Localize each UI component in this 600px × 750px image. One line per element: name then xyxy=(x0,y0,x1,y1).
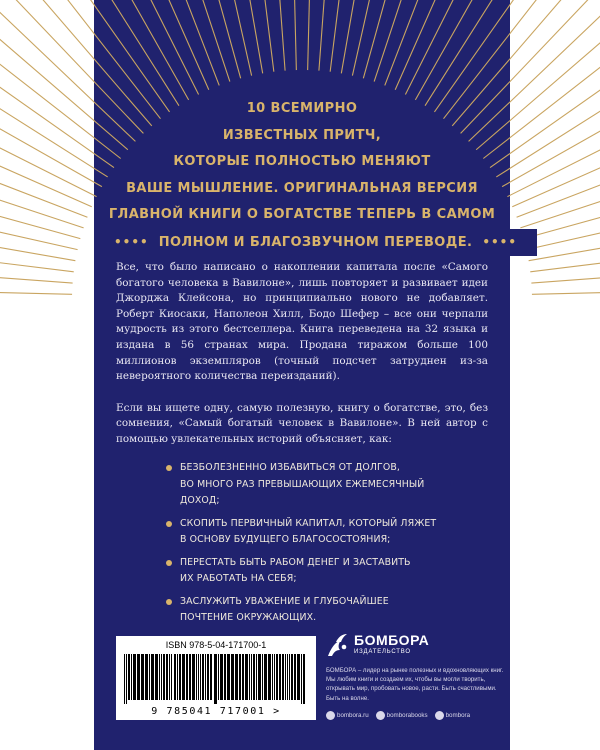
sun-ray xyxy=(395,0,529,90)
list-item-text: В ОСНОВУ БУДУЩЕГО БЛАГОСОСТОЯНИЯ; xyxy=(180,534,391,545)
sun-ray xyxy=(0,231,74,271)
sun-ray xyxy=(0,0,108,177)
tagline-line: ВАШЕ МЫШЛЕНИЕ. ОРИГИНАЛЬНАЯ ВЕРСИЯ xyxy=(116,176,488,203)
sun-ray xyxy=(0,124,84,228)
barcode-bar xyxy=(192,654,195,700)
sun-ray xyxy=(425,0,600,106)
bullet-dot-icon xyxy=(166,560,172,566)
barcode-bar xyxy=(179,654,181,700)
website-link[interactable] xyxy=(326,711,369,720)
barcode-bar xyxy=(126,654,127,704)
barcode-bar xyxy=(262,654,263,700)
sun-ray xyxy=(308,0,316,70)
barcode-bar xyxy=(294,654,296,700)
publisher-name: БОМБОРА xyxy=(354,632,430,648)
list-item xyxy=(166,516,466,549)
barcode-bar xyxy=(231,654,234,700)
barcode-bar xyxy=(149,654,150,700)
barcode-bar xyxy=(279,654,281,700)
sun-ray xyxy=(233,0,273,72)
barcode-bar xyxy=(128,654,130,700)
sun-ray xyxy=(532,286,600,294)
sun-ray xyxy=(363,0,451,78)
barcode-bar xyxy=(264,654,267,700)
barcode-icon xyxy=(124,654,308,704)
ornament-left-icon: •••• xyxy=(114,234,149,249)
barcode-bar xyxy=(133,654,136,700)
barcode-bar xyxy=(214,654,217,704)
barcode-bar xyxy=(289,654,290,700)
tagline-line: 10 ВСЕМИРНО xyxy=(237,96,368,123)
sun-ray xyxy=(0,286,72,294)
bombora-wave-icon xyxy=(326,632,348,658)
barcode-bar xyxy=(145,654,148,700)
barcode-bar xyxy=(186,654,188,700)
barcode-bar xyxy=(258,654,261,700)
vk-icon xyxy=(376,711,385,720)
barcode-bar xyxy=(174,654,176,700)
barcode-bar xyxy=(276,654,278,700)
list-item xyxy=(166,460,466,510)
book-back-cover xyxy=(94,0,517,750)
sun-ray xyxy=(288,0,296,70)
link-text: bombora.ru xyxy=(337,711,369,719)
sun-ray xyxy=(2,0,179,106)
barcode-bar xyxy=(166,654,168,700)
barcode-bar xyxy=(297,654,300,700)
sun-ray xyxy=(512,73,600,207)
barcode-bar xyxy=(301,654,302,704)
barcode-bar xyxy=(242,654,244,700)
barcode-bar xyxy=(161,654,162,700)
barcode-bar xyxy=(200,654,201,700)
barcode-bar xyxy=(239,654,241,700)
barcode-bar xyxy=(245,654,248,700)
barcode-bar xyxy=(218,654,219,700)
sun-ray xyxy=(330,0,370,72)
list-item-text: ВО МНОГО РАЗ ПРЕВЫШАЮЩИХ ЕЖЕМЕСЯЧНЫЙ ДОХОД; xyxy=(180,478,425,506)
sun-ray xyxy=(524,151,600,239)
barcode-bar xyxy=(268,654,271,700)
list-item xyxy=(166,555,466,588)
link-text: bombora xyxy=(445,711,471,719)
tagline-line: КОТОРЫЕ ПОЛНОСТЬЮ МЕНЯЮТ xyxy=(163,149,440,176)
barcode-bar xyxy=(251,654,252,700)
sun-ray xyxy=(0,151,80,239)
barcode-bar xyxy=(210,654,212,700)
barcode-bar xyxy=(285,654,286,700)
link-text: bomborabooks xyxy=(386,711,428,719)
barcode-bar xyxy=(303,654,305,704)
sun-ray xyxy=(374,0,478,82)
barcode-bar xyxy=(205,654,206,700)
tagline xyxy=(94,96,517,256)
isbn-label: ISBN 978-5-04-171700-1 xyxy=(165,640,267,650)
description xyxy=(116,260,488,464)
description-paragraph: Все, что было написано о накоплении капитала после «Самого богатого человека в Вавилоне», лишь повторяет и развивает идеи Джорджа Клейсона, но принципиально нового не добавляет. Роберт Киосаки, Наполеон Хилл, Бодо Шефер – все они черпали мудрость из этого бестселлера. Книга переведена на 32 языка и издана в 56 странах мира. Продана тиражом больше 100 миллионов экземпляров (точный подсчет затруднен из-за невероятного количества переизданий). xyxy=(116,261,488,383)
barcode-bar xyxy=(249,654,250,700)
tagline-line: ИЗВЕСТНЫХ ПРИТЧ, xyxy=(213,123,391,150)
barcode-bar xyxy=(169,654,170,700)
sun-ray xyxy=(0,48,97,196)
barcode-bar xyxy=(220,654,223,700)
barcode-bar xyxy=(189,654,191,700)
sun-ray xyxy=(530,231,600,271)
publisher-logo xyxy=(326,632,510,658)
sun-ray xyxy=(496,0,600,177)
barcode-bar xyxy=(274,654,275,700)
barcode-bar xyxy=(207,654,209,700)
list-item-text: БЕЗБОЛЕЗНЕННО ИЗБАВИТЬСЯ ОТ ДОЛГОВ, xyxy=(180,462,400,473)
sun-ray xyxy=(0,259,73,283)
list-item-text: ЗАСЛУЖИТЬ УВАЖЕНИЕ И ГЛУБОЧАЙШЕЕ xyxy=(180,595,389,607)
barcode-bar xyxy=(131,654,132,700)
barcode-bar xyxy=(124,654,125,704)
list-item-text: СКОПИТЬ ПЕРВИЧНЫЙ КАПИТАЛ, КОТОРЫЙ ЛЯЖЕТ xyxy=(180,517,437,529)
bullet-dot-icon xyxy=(166,599,172,605)
barcode-bar xyxy=(177,654,178,700)
barcode-bar xyxy=(282,654,284,700)
publisher-subtitle: ИЗДАТЕЛЬСТВО xyxy=(354,649,411,655)
instagram-icon xyxy=(326,711,335,720)
publisher-block xyxy=(326,632,510,720)
barcode-bar xyxy=(137,654,140,700)
list-item-text: ПЕРЕСТАТЬ БЫТЬ РАБОМ ДЕНЕГ И ЗАСТАВИТЬ xyxy=(180,556,411,568)
barcode-panel xyxy=(116,636,316,720)
barcode-bar xyxy=(253,654,255,700)
barcode-bar xyxy=(202,654,204,700)
barcode-bar xyxy=(163,654,165,700)
tagline-line: ПОЛНОМ И БЛАГОЗВУЧНОМ ПЕРЕВОДЕ. xyxy=(158,234,473,250)
barcode-bar xyxy=(196,654,197,700)
barcode-bar xyxy=(171,654,172,700)
barcode-bar xyxy=(227,654,230,700)
telegram-link[interactable] xyxy=(435,711,470,720)
telegram-icon xyxy=(435,711,444,720)
social-links xyxy=(326,711,510,720)
benefits-list xyxy=(166,460,466,633)
barcode-bar xyxy=(159,654,160,700)
barcode-bar xyxy=(235,654,238,700)
list-item xyxy=(166,594,466,627)
sun-ray xyxy=(0,24,102,187)
bullet-dot-icon xyxy=(166,465,172,471)
barcode-bar xyxy=(287,654,288,700)
sun-ray xyxy=(126,0,230,82)
sun-ray xyxy=(153,0,241,78)
description-paragraph: Если вы ищете одну, самую полезную, книгу о богатстве, это, без сомнения, «Самый богатый человек в Вавилоне». В ней автор с помощью увлекательных историй объясняет, как: xyxy=(116,401,488,445)
publisher-description: БОМБОРА – лидер на рынке полезных и вдохновляющих книг. Мы любим книги и создаем их, чтобы вы могли творить, открывать мир, пробовать новое, расти. Быть счастливыми. Быть на волне. xyxy=(326,667,504,702)
barcode-bar xyxy=(224,654,226,700)
ean-digits: 9 785041 717001 > xyxy=(151,706,281,717)
sun-ray xyxy=(529,204,600,260)
tagline-last-line xyxy=(94,229,537,257)
barcode-bar xyxy=(256,654,257,700)
barcode-bar xyxy=(291,654,293,700)
barcode-bar xyxy=(198,654,199,700)
bullet-dot-icon xyxy=(166,521,172,527)
barcode-bar xyxy=(182,654,185,700)
vk-link[interactable] xyxy=(376,711,428,720)
barcode-bar xyxy=(155,654,158,700)
sun-ray xyxy=(520,124,600,228)
sun-ray xyxy=(75,0,209,90)
tagline-line: ГЛАВНОЙ КНИГИ О БОГАТСТВЕ ТЕПЕРЬ В САМОМ xyxy=(99,202,505,229)
barcode-bar xyxy=(141,654,144,700)
barcode-bar xyxy=(151,654,154,700)
barcode-bar xyxy=(272,654,273,700)
list-item-text: ПОЧТЕНИЕ ОКРУЖАЮЩИХ. xyxy=(180,612,317,623)
list-item-text: ИХ РАБОТАТЬ НА СЕБЯ; xyxy=(180,573,297,584)
ornament-right-icon: •••• xyxy=(482,234,517,249)
